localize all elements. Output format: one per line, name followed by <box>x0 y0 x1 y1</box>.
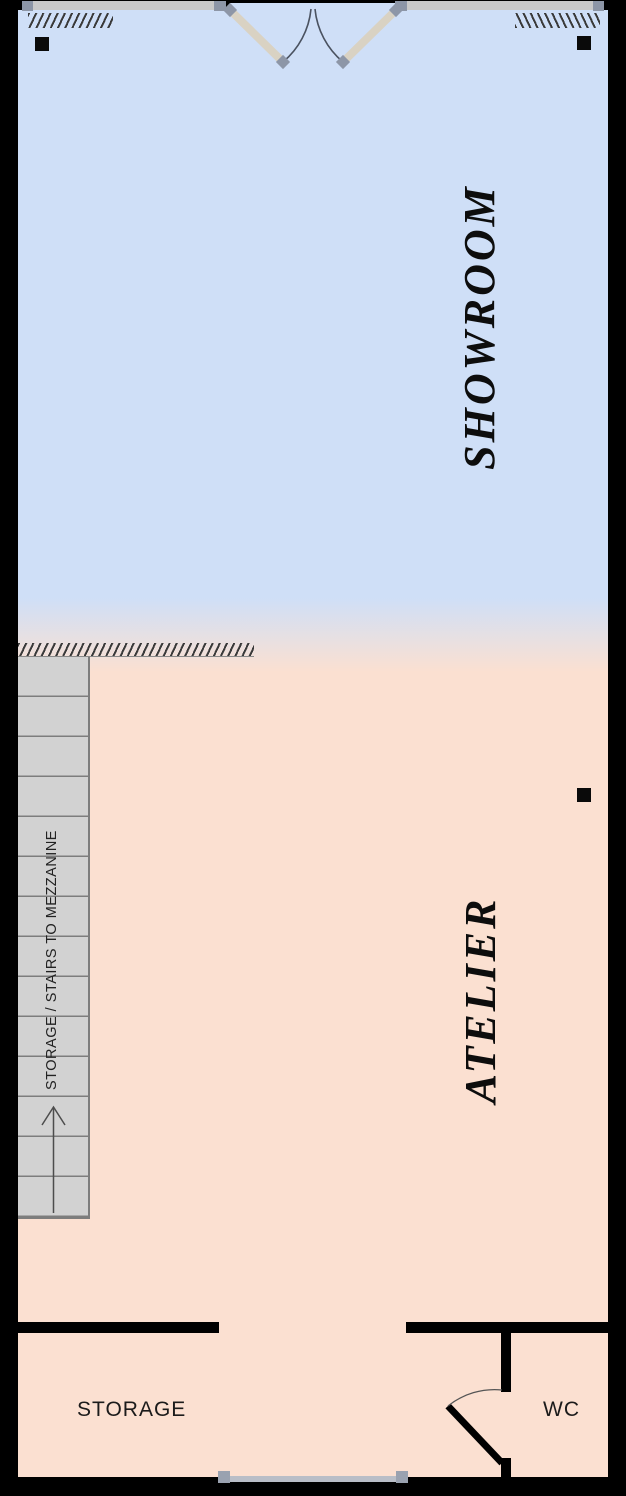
column-marker <box>577 788 591 802</box>
mullion-post <box>22 1 33 11</box>
staircase-label: STORAGE / STAIRS TO MEZZANINE <box>44 830 60 1090</box>
storage-room-label: STORAGE <box>77 1398 187 1421</box>
mullion-post <box>214 1 226 11</box>
floor-area <box>18 10 608 1477</box>
showroom-room-label: SHOWROOM <box>455 184 504 470</box>
rear-window-glazing <box>227 1476 400 1482</box>
interior-wall <box>18 1322 219 1333</box>
wall-hatch-top-right <box>515 13 600 28</box>
wall-hatch-top-left <box>28 13 113 28</box>
wc-partition-wall <box>501 1458 511 1477</box>
atelier-room-label: ATELIER <box>456 896 505 1104</box>
entrance-opening <box>230 3 396 13</box>
mullion-post <box>218 1471 230 1483</box>
wc-partition-wall <box>501 1333 511 1392</box>
wc-room-label: WC <box>543 1398 580 1421</box>
mullion-post <box>396 1471 408 1483</box>
mullion-post <box>593 1 604 11</box>
mullion-post <box>395 1 407 11</box>
column-marker <box>35 37 49 51</box>
storefront-glazing-right <box>406 1 598 10</box>
column-marker <box>577 36 591 50</box>
storefront-glazing-left <box>22 1 215 10</box>
wall-hatch-mezzanine-edge <box>18 643 254 657</box>
interior-wall <box>406 1322 608 1333</box>
